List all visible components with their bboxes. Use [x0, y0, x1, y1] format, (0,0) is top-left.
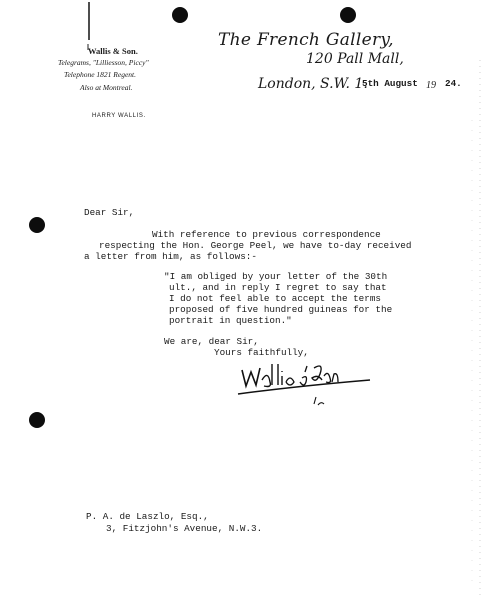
- body-line: respecting the Hon. George Peel, we have to-day received: [99, 240, 412, 251]
- handwritten-signature: [228, 358, 378, 410]
- quote-line: ult., and in reply I regret to say that: [169, 282, 387, 293]
- telephone-line: Telephone 1821 Regent.: [64, 70, 137, 79]
- body-paragraph: [84, 229, 464, 262]
- quoted-passage: [164, 271, 464, 326]
- body-line: With reference to previous correspondence: [152, 229, 381, 240]
- quote-line: "I am obliged by your letter of the 30th: [164, 271, 388, 282]
- salutation: Dear Sir,: [84, 207, 135, 218]
- letter-date-century: 19: [426, 80, 436, 91]
- letter-date-day: 5th August: [362, 78, 418, 89]
- body-line: a letter from him, as follows:-: [84, 251, 257, 262]
- letter-date-year: 24.: [445, 78, 462, 89]
- gallery-name: The French Gallery,: [218, 30, 394, 50]
- addressee-name: P. A. de Laszlo, Esq.,: [86, 511, 209, 522]
- city-line: London, S.W. 1.: [258, 76, 368, 92]
- closing-line: Yours faithfully,: [214, 347, 309, 358]
- quote-line: I do not feel able to accept the terms: [169, 293, 382, 304]
- addressee-address: 3, Fitzjohn's Avenue, N.W.3.: [106, 523, 263, 534]
- closing-line: We are, dear Sir,: [164, 336, 259, 347]
- telegrams-line: Telegrams, "Lilliesson, Piccy": [58, 58, 149, 67]
- street-address: 120 Pall Mall,: [306, 51, 404, 67]
- quote-line: proposed of five hundred guineas for the: [169, 304, 393, 315]
- proprietor-name: HARRY WALLIS.: [92, 113, 146, 119]
- also-at-line: Also at Montreal.: [80, 83, 133, 92]
- quote-line: portrait in question.": [169, 315, 292, 326]
- firm-name: Wallis & Son.: [88, 46, 138, 56]
